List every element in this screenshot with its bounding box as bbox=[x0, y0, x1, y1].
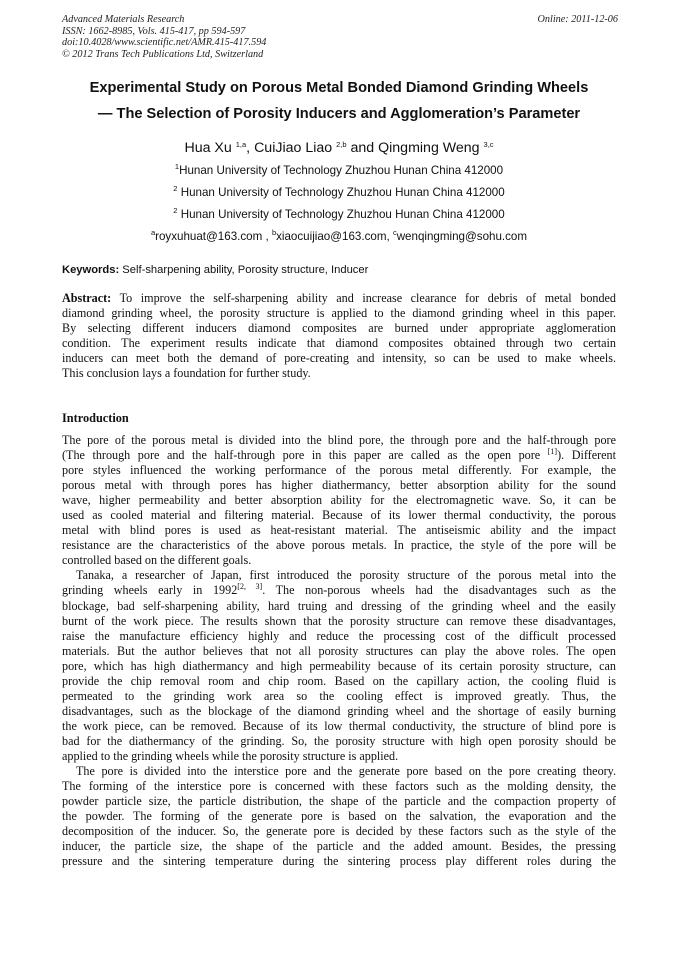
author-name: CuiJiao Liao bbox=[254, 140, 333, 156]
body-line: raise the manufacture efficiency highly and reduce the processing cost of the difficult processed bbox=[62, 628, 616, 643]
body-line: controlled based on the different goals. bbox=[62, 553, 252, 568]
body-line: powder particle size, the particle distribution, the shape of the particle and the compaction property of bbox=[62, 794, 616, 809]
abstract-label: Abstract: bbox=[62, 291, 112, 305]
body-line: (The through pore and the half-through pore in this paper are called as the open pore [1]). Different bbox=[62, 447, 616, 463]
journal-name: Advanced Materials Research bbox=[62, 14, 185, 25]
body-line: grinding wheels early in 1992[2, 3]. The non-porous wheels had the disadvantages such as the bbox=[62, 582, 617, 598]
abstract bbox=[62, 291, 616, 381]
body-line: wave, higher permeability and better absorption ability for the electromagnetic wave. So, it can be bbox=[62, 493, 616, 508]
keywords-label: Keywords: bbox=[62, 264, 120, 276]
keywords-text: Self-sharpening ability, Porosity structure, Inducer bbox=[119, 264, 369, 276]
abstract-line: Abstract: To improve the self-sharpening ability and increase clearance for debris of metal bonded bbox=[62, 291, 616, 305]
body-line: disadvantages, such as the blockage of the diamond grinding wheel and the shortage of easily burning bbox=[62, 703, 616, 718]
author-separator: , bbox=[246, 140, 255, 156]
abstract-line: By selecting different inducers diamond composites are burned under appropriate agglomeration bbox=[62, 321, 616, 336]
body-line: pressure and the sintering temperature during the sintering process play different roles during the bbox=[62, 854, 616, 869]
abstract-line: diamond grinding wheel, the porosity structure is applied to the diamond grinding wheel in this paper. bbox=[62, 306, 616, 321]
body-line: metal with blind pores is used as heat-resistant material. The antiseismic ability and the impact bbox=[62, 523, 616, 538]
affiliation-3: $^2$ Hunan University of Technology Zhuzhou Hunan China 412000 bbox=[173, 206, 505, 221]
body-line: applied to the grinding wheels while the porosity structure is applied. bbox=[62, 748, 399, 763]
citation[interactable]: [2, 3] bbox=[237, 582, 263, 592]
author-superscript: 1,a bbox=[235, 140, 247, 149]
doi-line: doi:10.4028/www.scientific.net/AMR.415-417.594 bbox=[62, 37, 267, 49]
body-line: decomposition of the inducer. So, the generate pore is decided by these factors such as the style of the bbox=[62, 824, 616, 839]
section-heading-introduction: Introduction bbox=[62, 411, 129, 425]
online-date: Online: 2011-12-06 bbox=[537, 14, 618, 25]
body-line: resistance are the characteristics of the above porous metals. In practice, the style of the pore will be bbox=[62, 538, 616, 553]
abstract-line: inducers can meet both the demand of pore-creating and intensity, so can be used to make wheels. bbox=[62, 351, 616, 366]
body-line: pore styles influenced the working performance of the porous metal differently. For example, the bbox=[62, 463, 616, 478]
affiliation-1: $^1$Hunan University of Technology Zhuzhou Hunan China 412000 bbox=[174, 162, 504, 177]
issn-line: ISSN: 1662-8985, Vols. 415-417, pp 594-597 bbox=[62, 25, 246, 37]
affiliation-2: $^2$ Hunan University of Technology Zhuzhou Hunan China 412000 bbox=[173, 184, 505, 199]
author-and: and bbox=[346, 140, 379, 156]
author-list bbox=[40, 140, 638, 156]
body-line: provide the chip removal room and chip room. Based on the capillary action, the cooling fluid is bbox=[62, 673, 616, 688]
paper-title-line-2: — The Selection of Porosity Inducers and Agglomeration’s Parameter bbox=[97, 106, 581, 122]
body-line: porous metal with through pores has higher diathermancy, better absorption ability for the sound bbox=[62, 478, 616, 493]
body-line: permeated to the grinding work area so the cooling effect is improved greatly. Thus, the bbox=[62, 688, 616, 703]
email-link[interactable]: wenqingming@sohu.com bbox=[396, 230, 528, 243]
body-line: used as cooled material and filtering material. Because of its lower thermal conductivity, the porous bbox=[62, 508, 616, 523]
author-superscript: 2,b bbox=[336, 140, 347, 149]
body-line: burnt of the work piece. The results shown that the porosity structure can remove these disadvantages, bbox=[62, 613, 616, 628]
body-line: the powder. The forming of the generate pore is based on the salvation, the evaporation and the bbox=[62, 809, 616, 824]
abstract-line: condition. The experiment results indicate that diamond composites obtained through two certain bbox=[62, 336, 616, 351]
body-line: inducer, the particle size, the shape of the particle and the added amount. Besides, the pressing bbox=[62, 839, 616, 854]
email-line: $^a$royxuhuat@163.com , $^b$xiaocuijiao@163.com, $^c$wenqingming@sohu.com bbox=[150, 228, 528, 243]
body-line: The forming of the interstice pore is concerned with these factors such as the molding density, the bbox=[62, 779, 616, 794]
introduction-body bbox=[62, 433, 616, 869]
journal-header bbox=[62, 14, 618, 60]
body-line: The pore of the porous metal is divided into the blind pore, the through pore and the half-through pore bbox=[62, 433, 616, 447]
body-line: bad for the diathermancy of the grinding. So, the porosity structure with high open porosity should be bbox=[62, 733, 616, 748]
body-line: the work piece, can be removed. Because of its low thermal conductivity, the structure of blind pore is bbox=[62, 718, 616, 733]
author-name: Hua Xu bbox=[184, 140, 232, 156]
author-superscript: 3,c bbox=[483, 140, 494, 149]
body-line: blockage, bad self-sharpening ability, hard truing and dressing of the grinding wheel and the easily bbox=[62, 598, 616, 613]
keywords bbox=[62, 264, 368, 276]
body-line: pore, which has high diathermancy and high permeability because of its certain porosity structure, can bbox=[62, 658, 616, 673]
body-line: Tanaka, a researcher of Japan, first introduced the porosity structure of the porous metal into the bbox=[76, 568, 616, 583]
copyright-line: © 2012 Trans Tech Publications Ltd, Switzerland bbox=[62, 48, 264, 60]
body-line: materials. But the author believes that not all porosity structures can play the above roles. The open bbox=[62, 643, 616, 658]
email-link[interactable]: xiaocuijiao@163.com bbox=[276, 230, 387, 243]
paper-title-line-1: Experimental Study on Porous Metal Bonded Diamond Grinding Wheels bbox=[89, 80, 589, 96]
email-link[interactable]: royxuhuat@163.com bbox=[155, 230, 263, 243]
citation[interactable]: [1] bbox=[547, 447, 558, 457]
body-line: The pore is divided into the interstice pore and the generate pore based on the pore creating theory. bbox=[76, 764, 616, 779]
abstract-line: This conclusion lays a foundation for further study. bbox=[62, 366, 311, 381]
author-name: Qingming Weng bbox=[378, 140, 480, 156]
